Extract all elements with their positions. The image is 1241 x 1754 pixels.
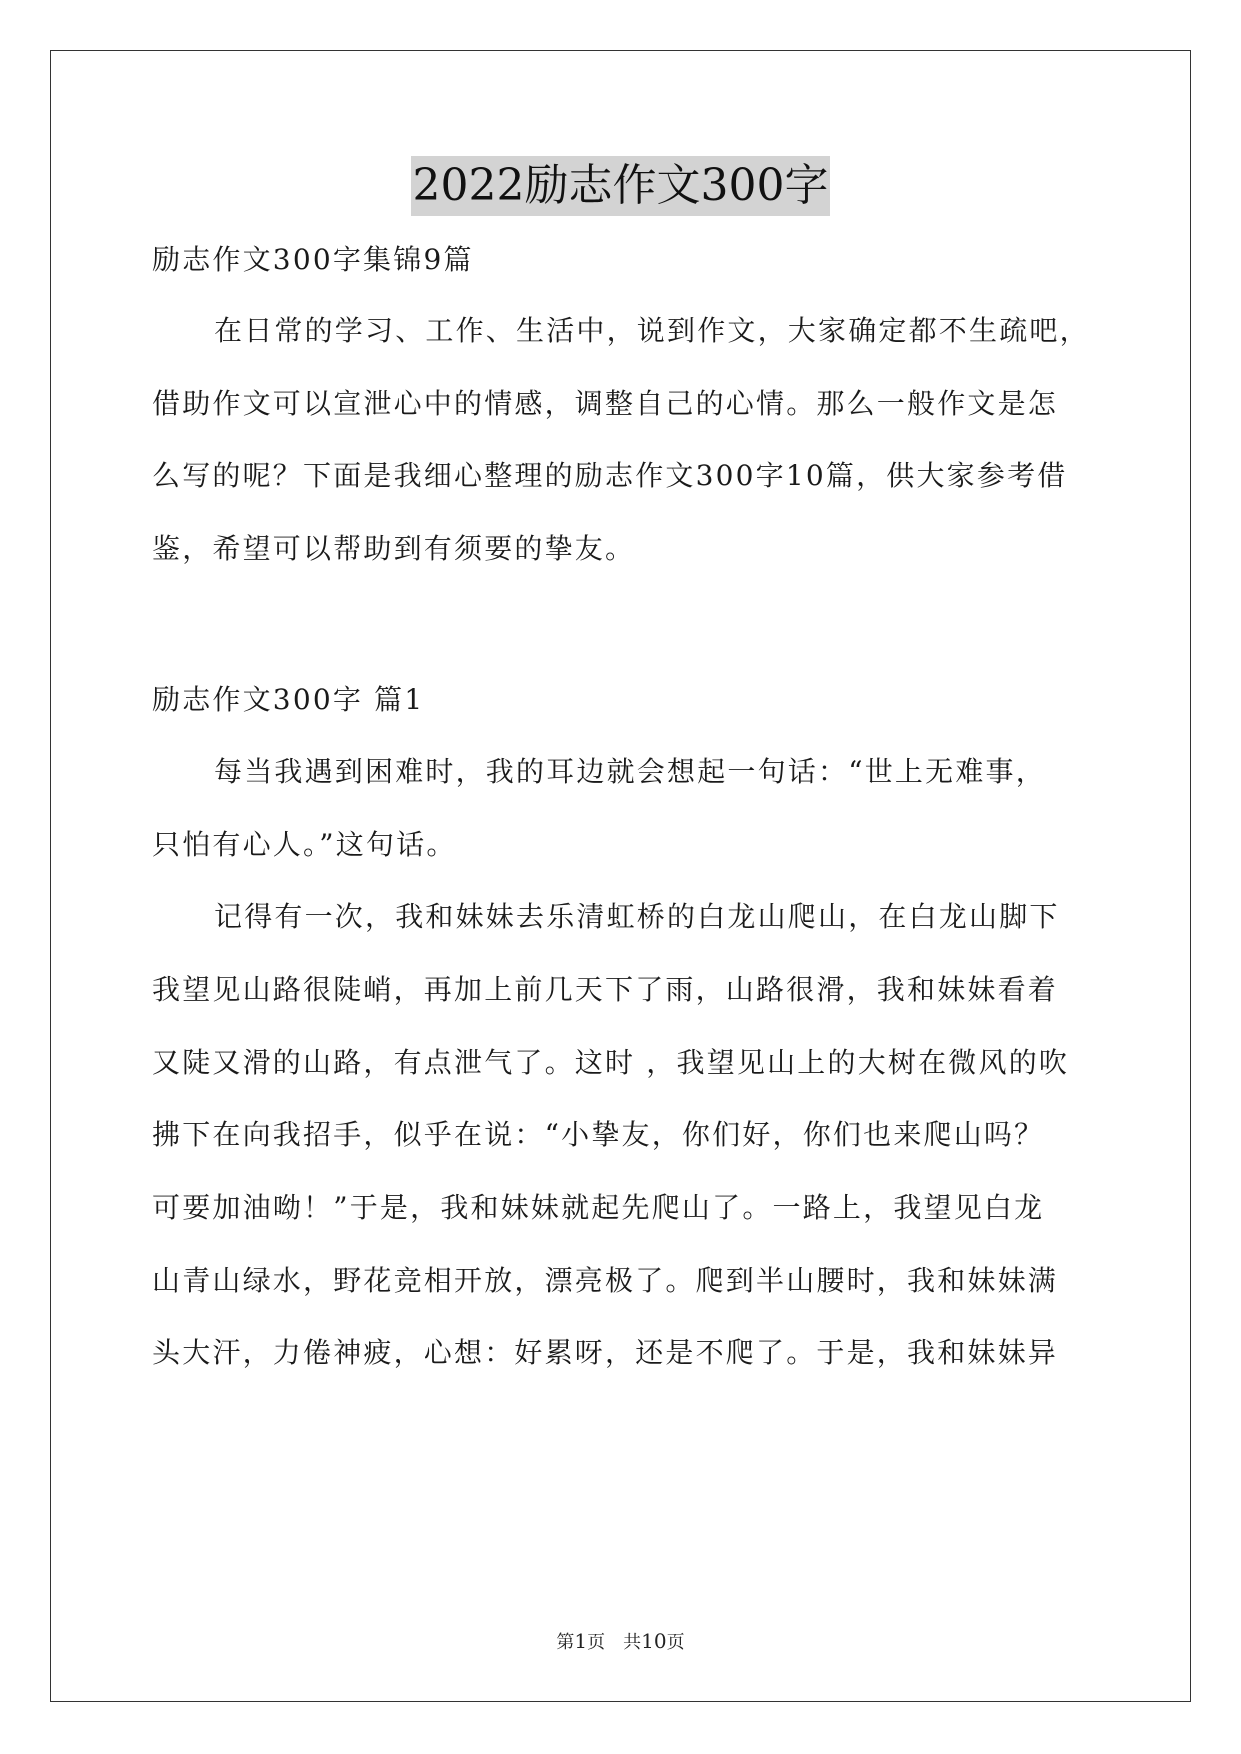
paragraph-line: 我望见山路很陡峭，再加上前几天下了雨，山路很滑，我和妹妹看着 [152, 973, 1059, 1006]
document-title: 2022励志作文300字 [411, 156, 831, 216]
paragraph-line: 每当我遇到困难时，我的耳边就会想起一句话：“世上无难事， [214, 755, 1046, 788]
page-footer [0, 1629, 1241, 1655]
footer-prefix: 第 [556, 1632, 575, 1653]
paragraph-line: 拂下在向我招手，似乎在说：“小挚友，你们好，你们也来爬山吗？ [152, 1118, 1045, 1151]
paragraph-line: 么写的呢？下面是我细心整理的励志作文300字10篇，供大家参考借 [152, 459, 1068, 492]
paragraph-line: 头大汗，力倦神疲，心想：好累呀，还是不爬了。于是，我和妹妹异 [152, 1336, 1059, 1369]
paragraph-line: 可要加油呦！”于是，我和妹妹就起先爬山了。一路上，我望见白龙 [152, 1191, 1045, 1224]
page-border [50, 50, 1191, 1702]
footer-total-pages: 10 [641, 1629, 667, 1653]
footer-mid: 页 共 [587, 1632, 642, 1653]
section-heading: 励志作文300字 篇1 [152, 683, 425, 716]
paragraph-line: 又陡又滑的山路，有点泄气了。这时 ，我望见山上的大树在微风的吹 [152, 1046, 1070, 1079]
paragraph-line: 在日常的学习、工作、生活中，说到作文，大家确定都不生疏吧， [214, 314, 1090, 347]
title-container [0, 156, 1241, 216]
paragraph-line: 山青山绿水，野花竞相开放，漂亮极了。爬到半山腰时，我和妹妹满 [152, 1264, 1059, 1297]
footer-page-number: 1 [574, 1629, 588, 1653]
footer-suffix: 页 [666, 1632, 685, 1653]
paragraph-line: 借助作文可以宣泄心中的情感，调整自己的心情。那么一般作文是怎 [152, 387, 1059, 420]
paragraph-line: 只怕有心人。”这句话。 [152, 828, 457, 861]
paragraph-line: 记得有一次，我和妹妹去乐清虹桥的白龙山爬山，在白龙山脚下 [214, 900, 1060, 933]
subtitle: 励志作文300字集锦9篇 [152, 243, 474, 276]
paragraph-line: 鉴，希望可以帮助到有须要的挚友。 [152, 532, 636, 565]
